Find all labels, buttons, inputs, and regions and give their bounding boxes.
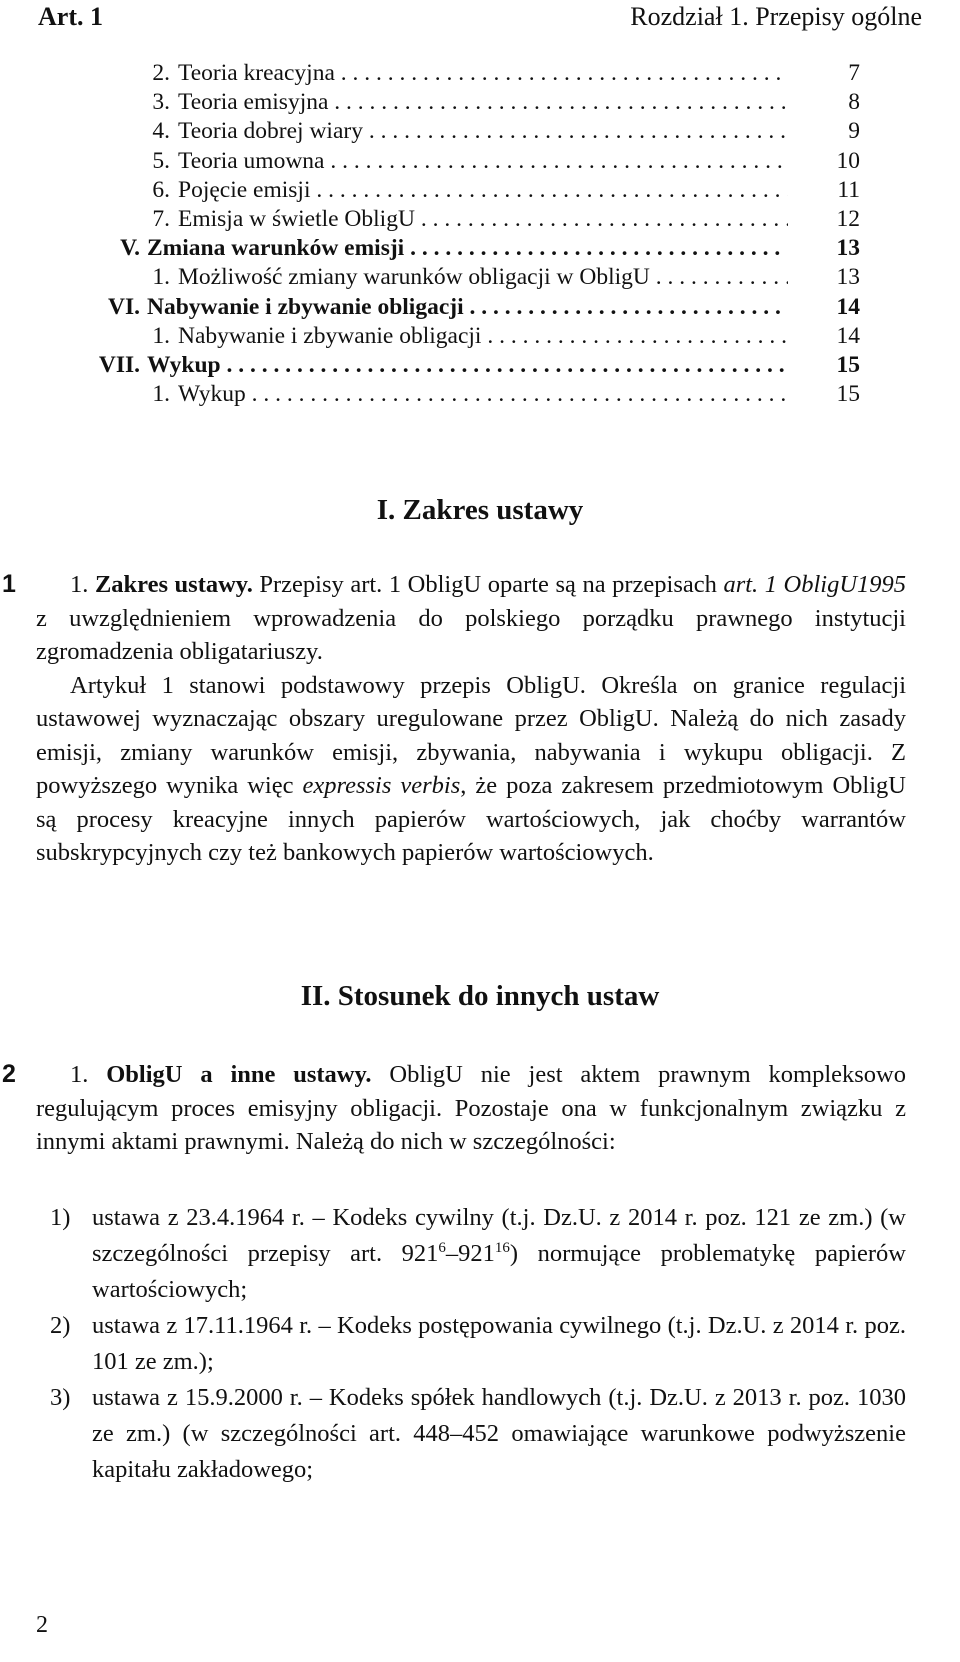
toc-title xyxy=(178,175,788,205)
paragraph-3 xyxy=(36,1058,906,1159)
toc-number: V. xyxy=(120,235,140,262)
list-marker: 2) xyxy=(50,1312,71,1339)
toc-title-text: Pojęcie emisji xyxy=(178,176,311,203)
toc-title-text: Wykup xyxy=(147,352,221,378)
toc-row xyxy=(0,350,860,380)
list-item-text: ustawa z 23.4.1964 r. – Kodeks cywilny (t.j. Dz.U. z 2014 r. poz. 121 ze zm.) (w szczególności przepisy art. 921 xyxy=(92,1204,906,1267)
toc-number: 5. xyxy=(152,147,170,174)
toc-row xyxy=(0,58,860,88)
toc-page-number: 13 xyxy=(836,235,860,262)
page-number: 2 xyxy=(36,1612,48,1638)
toc-page-number: 14 xyxy=(836,293,860,320)
list-item-text: ustawa z 17.11.1964 r. – Kodeks postępowania cywilnego (t.j. Dz.U. z 2014 r. poz. 101 ze zm.); xyxy=(92,1312,906,1375)
toc-number: 7. xyxy=(152,206,170,232)
toc-title xyxy=(178,321,788,351)
toc-page-number: 12 xyxy=(836,206,860,232)
paragraph-text: ObligU nie jest aktem prawnym kompleksowo regulującym proces emisyjny obligacji. Pozostaje ona w funkcjonalnym związku z innymi aktami prawnymi. Należą do nich w szczególności: xyxy=(36,1061,906,1155)
toc-title-text: Wykup xyxy=(178,381,246,408)
chapter-title: Rozdział 1. Przepisy ogólne xyxy=(630,2,922,31)
toc-title xyxy=(178,204,788,234)
article-label: Art. 1 xyxy=(38,2,103,31)
paragraph-2 xyxy=(36,669,906,870)
toc-number: 3. xyxy=(152,89,170,116)
toc-title xyxy=(178,379,788,409)
toc-row xyxy=(0,116,860,146)
toc-title-text: Nabywanie i zbywanie obligacji xyxy=(178,322,482,349)
list-marker: 1) xyxy=(50,1204,71,1231)
list-marker: 3) xyxy=(50,1384,71,1411)
toc-title-text: Emisja w świetle ObligU xyxy=(178,206,415,232)
list-item xyxy=(36,1308,906,1380)
toc-row xyxy=(0,379,860,409)
toc-title-text: Teoria kreacyjna xyxy=(178,60,335,86)
latin-phrase: expressis verbis xyxy=(302,772,461,799)
statute-list xyxy=(36,1200,906,1488)
paragraph-zakres-ustawy xyxy=(36,568,906,870)
toc-title-text: Teoria dobrej wiary xyxy=(178,118,363,145)
toc-page-number: 14 xyxy=(836,322,860,349)
paragraph-1 xyxy=(36,568,906,669)
paragraph-lead: ObligU a inne ustawy. xyxy=(106,1061,372,1088)
toc-number: VI. xyxy=(108,293,140,320)
toc-row xyxy=(0,204,860,234)
superscript: 6 xyxy=(438,1239,446,1256)
list-item xyxy=(36,1200,906,1308)
toc-page-number: 9 xyxy=(848,118,860,145)
paragraph-number: 1. xyxy=(70,1061,89,1088)
toc-title-text: Możliwość zmiany warunków obligacji w ObligU xyxy=(178,264,650,291)
toc-title-text: Teoria umowna xyxy=(178,147,325,174)
toc-title-text: Teoria emisyjna xyxy=(178,89,329,116)
paragraph-number: 1. xyxy=(70,571,89,598)
paragraph-2-text: Artykuł 1 stanowi podstawowy przepis ObligU. Określa on granice regulacji ustawowej wyznaczając obszary uregulowane przez ObligU. Należą do nich zasady emisji, zmiany warunków emisji, zbywania, nabywania i wykupu obligacji. Z powyższego wynika więc xyxy=(36,671,906,799)
toc-row xyxy=(0,146,860,176)
list-item-text: ) normujące problematykę papierów wartościowych; xyxy=(92,1240,906,1303)
margin-number-2: 2 xyxy=(2,1060,16,1088)
toc-number: 6. xyxy=(152,176,170,203)
toc-row xyxy=(0,321,860,351)
toc-title xyxy=(178,146,788,176)
toc-title-text: Nabywanie i zbywanie obligacji xyxy=(147,293,464,320)
toc-row xyxy=(0,292,860,322)
toc-page-number: 15 xyxy=(836,381,860,408)
toc-title xyxy=(147,292,787,322)
toc-page-number: 8 xyxy=(848,89,860,116)
running-head xyxy=(38,2,922,38)
list-item-text: ustawa z 15.9.2000 r. – Kodeks spółek handlowych (t.j. Dz.U. z 2013 r. poz. 1030 ze zm.) (w szczególności art. 448–452 omawiające warunkowe podwyższenie kapitału zakładowego; xyxy=(92,1384,906,1483)
paragraph-lead: Zakres ustawy. xyxy=(94,571,253,598)
margin-number-1: 1 xyxy=(2,570,16,598)
list-item xyxy=(36,1380,906,1488)
toc-page-number: 10 xyxy=(836,147,860,174)
list-item-text: –921 xyxy=(445,1240,495,1267)
toc-number: 2. xyxy=(152,60,170,86)
toc-page-number: 13 xyxy=(836,264,860,291)
toc-title xyxy=(178,116,788,146)
paragraph-text: Przepisy art. 1 ObligU oparte są na przepisach xyxy=(252,571,724,598)
toc-title xyxy=(178,262,788,292)
toc-number: 1. xyxy=(152,381,170,408)
toc-row xyxy=(0,262,860,292)
paragraph-inne-ustawy xyxy=(36,1058,906,1159)
toc-title xyxy=(178,58,788,88)
toc-page-number: 7 xyxy=(848,60,860,86)
paragraph-text-rest: z uwzględnieniem wprowadzenia do polskiego porządku prawnego instytucji zgromadzenia obligatariuszy. xyxy=(36,604,906,665)
toc-page-number: 11 xyxy=(837,176,860,203)
citation: art. 1 ObligU1995 xyxy=(723,571,907,598)
toc-number: 1. xyxy=(152,264,170,291)
toc-title-text: Zmiana warunków emisji xyxy=(147,235,405,262)
toc-page-number: 15 xyxy=(836,352,860,378)
toc-row xyxy=(0,233,860,263)
toc-title xyxy=(147,350,787,380)
section-heading-2: II. Stosunek do innych ustaw xyxy=(300,980,660,1012)
toc-title xyxy=(147,233,787,263)
section-heading-1: I. Zakres ustawy xyxy=(376,494,584,526)
toc-number: VII. xyxy=(98,352,140,378)
toc-row xyxy=(0,175,860,205)
toc-number: 1. xyxy=(152,322,170,349)
toc-row xyxy=(0,87,860,117)
toc-number: 4. xyxy=(152,118,170,145)
superscript: 16 xyxy=(494,1239,510,1256)
paragraph-2-text-rest: , że poza zakresem przedmiotowym ObligU są procesy kreacyjne innych papierów wartościowych, jak choćby warrantów subskrypcyjnych czy też bankowych papierów wartościowych. xyxy=(36,772,906,866)
toc-title xyxy=(178,87,788,117)
